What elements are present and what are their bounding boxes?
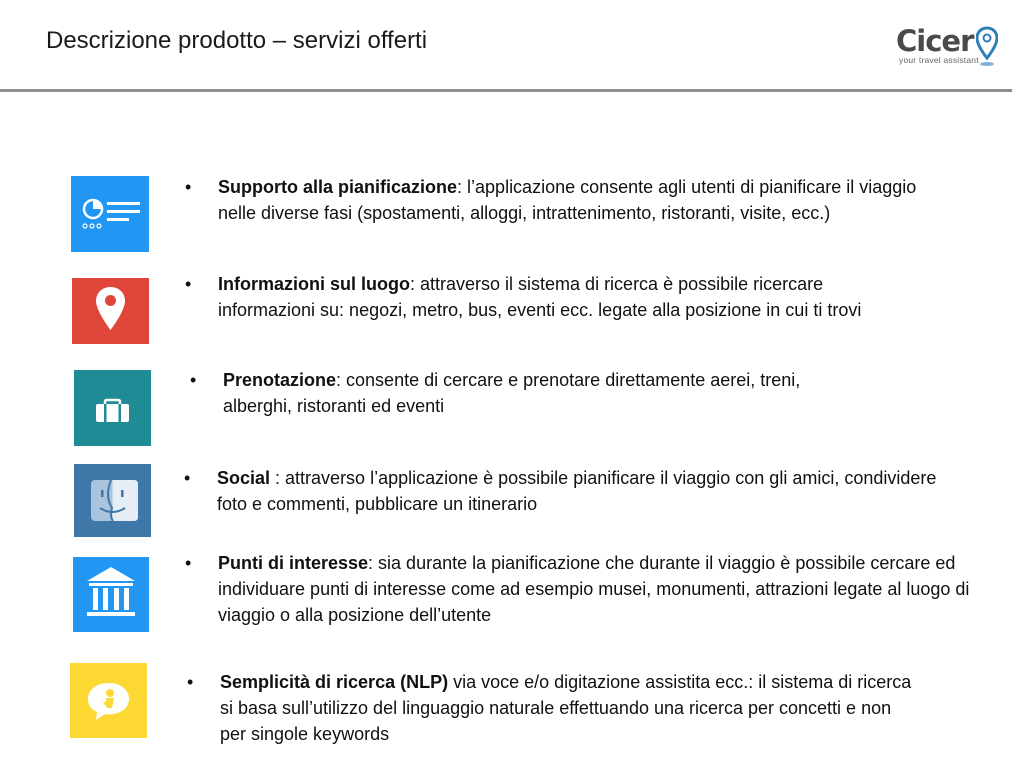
feature-text: : consente di cercare e prenotare direttamente aerei, treni, alberghi, ristoranti ed eventi [223, 370, 801, 416]
feature-heading: Prenotazione [223, 370, 337, 390]
feature-heading: Social [217, 468, 271, 488]
feature-text: : sia durante la pianificazione che durante il viaggio è possibile cercare ed individuare punti di interesse come ad esempio musei, monumenti, attrazioni legate al luogo di viaggio o alla posizione dell’utente [218, 553, 970, 625]
feature-heading: Supporto alla pianificazione [218, 177, 458, 197]
feature-heading: Punti di interesse [218, 553, 369, 573]
page-title: Descrizione prodotto – servizi offerti [46, 27, 428, 54]
feature-text: : l’applicazione consente agli utenti di pianificare il viaggio nelle diverse fasi (spostamenti, alloggi, intrattenimento, ristoranti, visite, ecc.) [218, 177, 917, 223]
feature-text: via voce e/o digitazione assistita ecc.: il sistema di ricerca si basa sull’utilizzo del linguaggio naturale effettuando una ricerca per concetti e non per singole keywords [220, 672, 912, 744]
bullet: • [185, 177, 192, 197]
feature-item [190, 367, 863, 419]
feature-heading: Informazioni sul luogo [218, 274, 410, 294]
feature-text: : attraverso il sistema di ricerca è possibile ricercare informazioni su: negozi, metro, bus, eventi ecc. legate alla posizione in cui ti trovi [218, 274, 862, 320]
feature-item [185, 550, 988, 628]
feature-item [184, 465, 947, 517]
logo-tagline: your travel assistant [899, 55, 979, 65]
map-pin-icon [72, 278, 149, 344]
logo-wordmark: Cicer [896, 24, 974, 58]
speech-bubble-icon [70, 663, 147, 738]
museum-icon [73, 557, 149, 632]
feature-item [187, 669, 920, 747]
feature-heading: Semplicità di ricerca (NLP) [220, 672, 449, 692]
title-divider [0, 89, 1012, 92]
cicero-logo [896, 24, 1004, 72]
bullet: • [184, 468, 191, 488]
bullet: • [185, 553, 192, 573]
bullet: • [190, 370, 197, 390]
location-pin-logo-icon [976, 26, 998, 70]
finder-face-icon [74, 464, 151, 537]
feature-item [185, 271, 918, 323]
feature-item [185, 174, 918, 226]
planning-dashboard-icon [71, 176, 149, 252]
feature-text: : attraverso l’applicazione è possibile pianificare il viaggio con gli amici, condividere foto e commenti, pubblicare un itinerario [217, 468, 937, 514]
bullet: • [187, 672, 194, 692]
suitcase-icon [74, 370, 151, 446]
bullet: • [185, 274, 192, 294]
